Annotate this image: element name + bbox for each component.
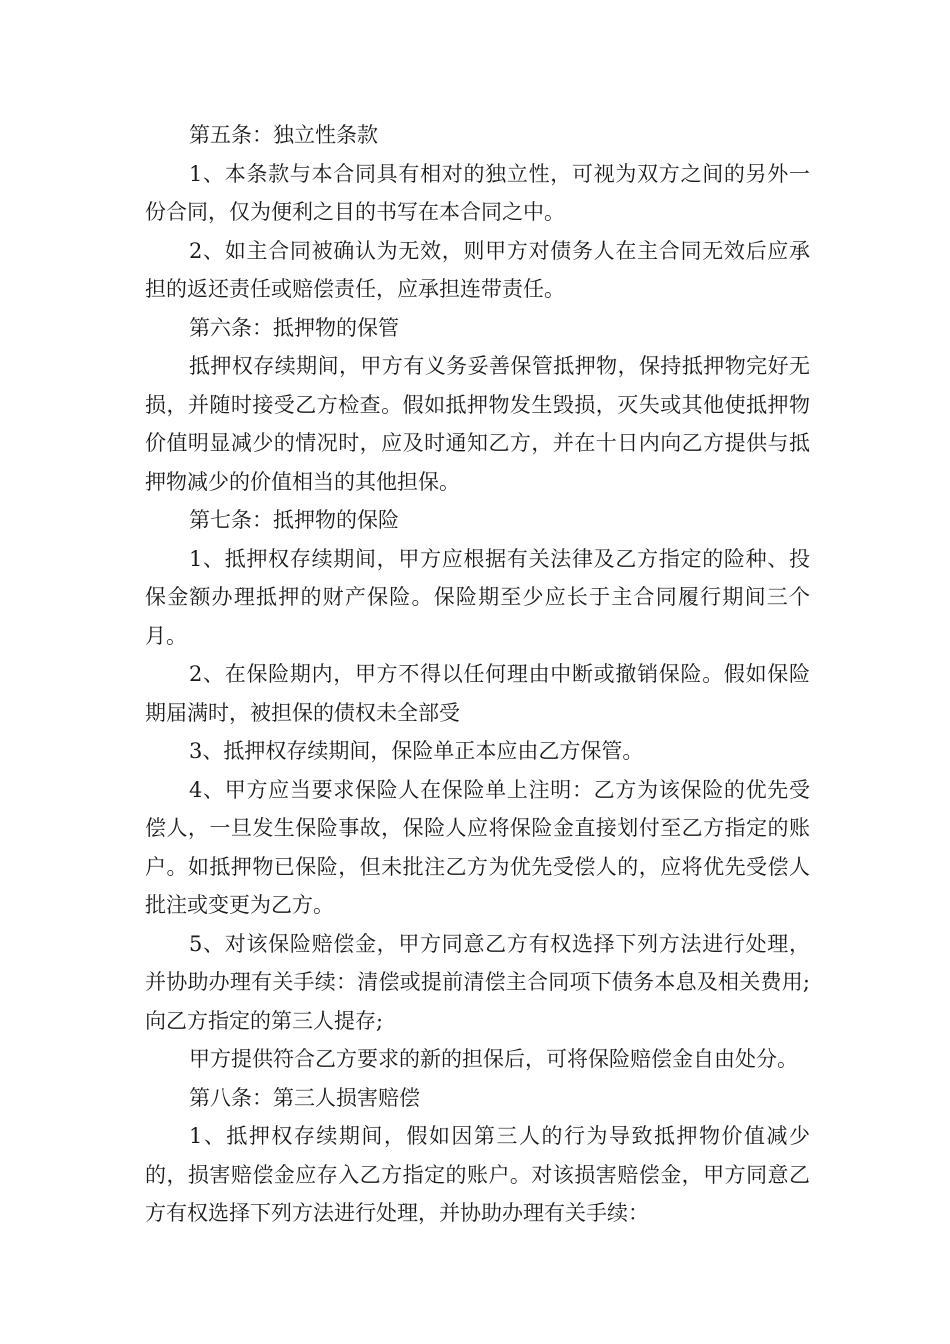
- article-5-clause-2: 2、如主合同被确认为无效，则甲方对债务人在主合同无效后应承担的返还责任或赔偿责任，应承担连带责任。: [145, 238, 810, 301]
- article-7-clause-5-continued: 甲方提供符合乙方要求的新的担保后，可将保险赔偿金自由处分。: [189, 1047, 798, 1071]
- article-7-heading: 第七条：抵押物的保险: [189, 508, 399, 532]
- article-7-clause-2: 2、在保险期内，甲方不得以任何理由中断或撤销保险。假如保险期届满时，被担保的债权未全部受: [145, 662, 810, 725]
- article-7-clause-3: 3、抵押权存续期间，保险单正本应由乙方保管。: [189, 739, 644, 763]
- document-body: [145, 116, 810, 1233]
- article-7-clause-4: 4、甲方应当要求保险人在保险单上注明：乙方为该保险的优先受偿人，一旦发生保险事故，保险人应将保险金直接划付至乙方指定的账户。如抵押物已保险，但未批注乙方为优先受偿人的，应将优先受偿人批注或变更为乙方。: [145, 777, 810, 917]
- article-6-body: 抵押权存续期间，甲方有义务妥善保管抵押物，保持抵押物完好无损，并随时接受乙方检查。假如抵押物发生毁损，灭失或其他使抵押物价值明显减少的情况时，应及时通知乙方，并在十日内向乙方提供与抵押物减少的价值相当的其他担保。: [145, 354, 810, 494]
- article-6-heading: 第六条：抵押物的保管: [189, 315, 399, 340]
- article-5-clause-1: 1、本条款与本合同具有相对的独立性，可视为双方之间的另外一份合同，仅为便利之目的书写在本合同之中。: [145, 161, 810, 224]
- article-8-heading: 第八条：第三人损害赔偿: [189, 1085, 420, 1110]
- article-5-heading: 第五条：独立性条款: [189, 123, 378, 147]
- article-8-clause-1: 1、抵押权存续期间，假如因第三人的行为导致抵押物价值减少的，损害赔偿金应存入乙方指定的账户。对该损害赔偿金，甲方同意乙方有权选择下列方法进行处理，并协助办理有关手续：: [145, 1124, 810, 1225]
- article-7-clause-5: 5、对该保险赔偿金，甲方同意乙方有权选择下列方法进行处理，并协助办理有关手续：清偿或提前清偿主合同项下债务本息及相关费用;向乙方指定的第三人提存;: [145, 931, 810, 1033]
- article-7-clause-1: 1、抵押权存续期间，甲方应根据有关法律及乙方指定的险种、投保金额办理抵押的财产保险。保险期至少应长于主合同履行期间三个月。: [145, 546, 810, 648]
